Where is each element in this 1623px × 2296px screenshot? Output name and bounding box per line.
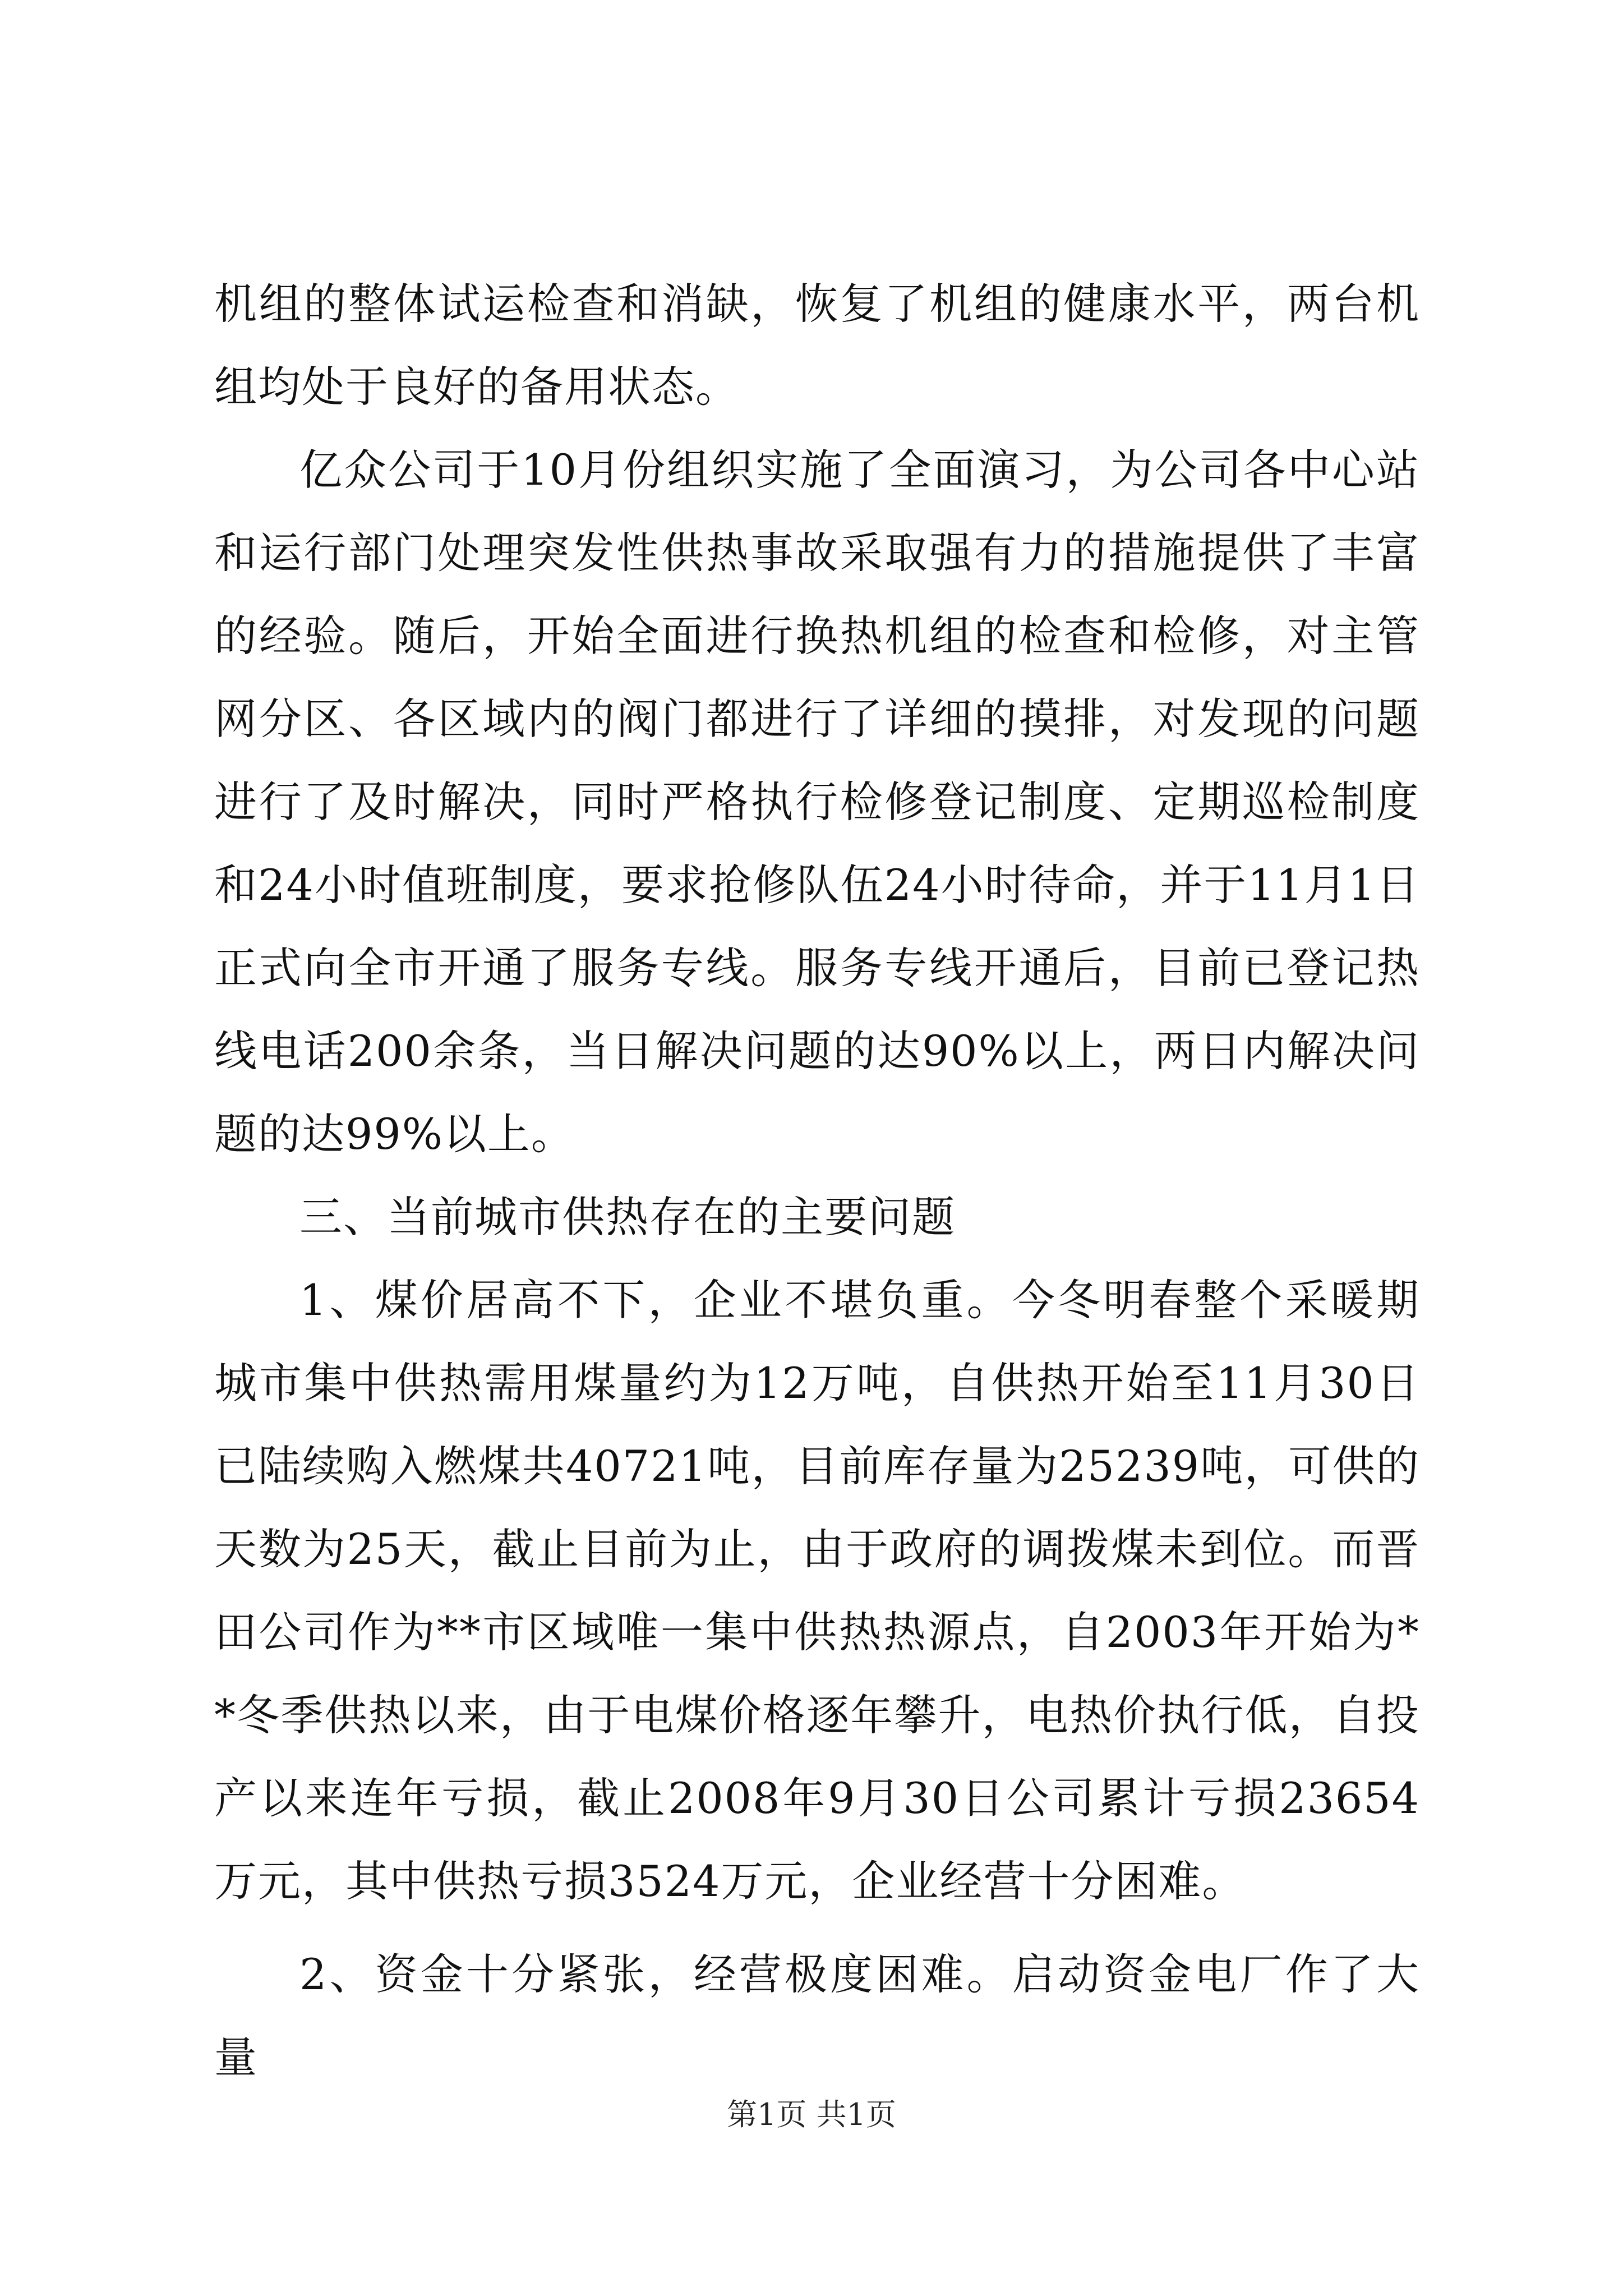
paragraph-3: 1、煤价居高不下，企业不堪负重。今冬明春整个采暖期城市集中供热需用煤量约为12万吨，自供热开始至11月30日已陆续购入燃煤共40721吨，目前库存量为25239吨，可供的天数为25天，截止目前为止，由于政府的调拨煤未到位。而晋田公司作为**市区域唯一集中供热热源点，自2003年开始为**冬季供热以来，由于电煤价格逐年攀升，电热价执行低，自投产以来连年亏损，截止2008年9月30日公司累计亏损23654万元，其中供热亏损3524万元，企业经营十分困难。 — [214, 1275, 1420, 1906]
paragraph-1: 机组的整体试运检查和消缺，恢复了机组的健康水平，两台机组均处于良好的备用状态。 — [214, 279, 1420, 412]
paragraph-4: 2、资金十分紧张，经营极度困难。启动资金电厂作了大量 — [214, 1949, 1420, 2082]
paragraph-2: 亿众公司于10月份组织实施了全面演习，为公司各中心站和运行部门处理突发性供热事故采取强有力的措施提供了丰富的经验。随后，开始全面进行换热机组的检查和检修，对主管网分区、各区域内的阀门都进行了详细的摸排，对发现的问题进行了及时解决，同时严格执行检修登记制度、定期巡检制度和24小时值班制度，要求抢修队伍24小时待命，并于11月1日正式向全市开通了服务专线。服务专线开通后，目前已登记热线电话200余条，当日解决问题的达90%以上，两日内解决问题的达99%以上。 — [214, 445, 1420, 1159]
section-heading: 三、当前城市供热存在的主要问题 — [299, 1192, 956, 1242]
page-footer: 第1页 共1页 — [727, 2097, 896, 2132]
document-body — [214, 263, 1420, 2099]
